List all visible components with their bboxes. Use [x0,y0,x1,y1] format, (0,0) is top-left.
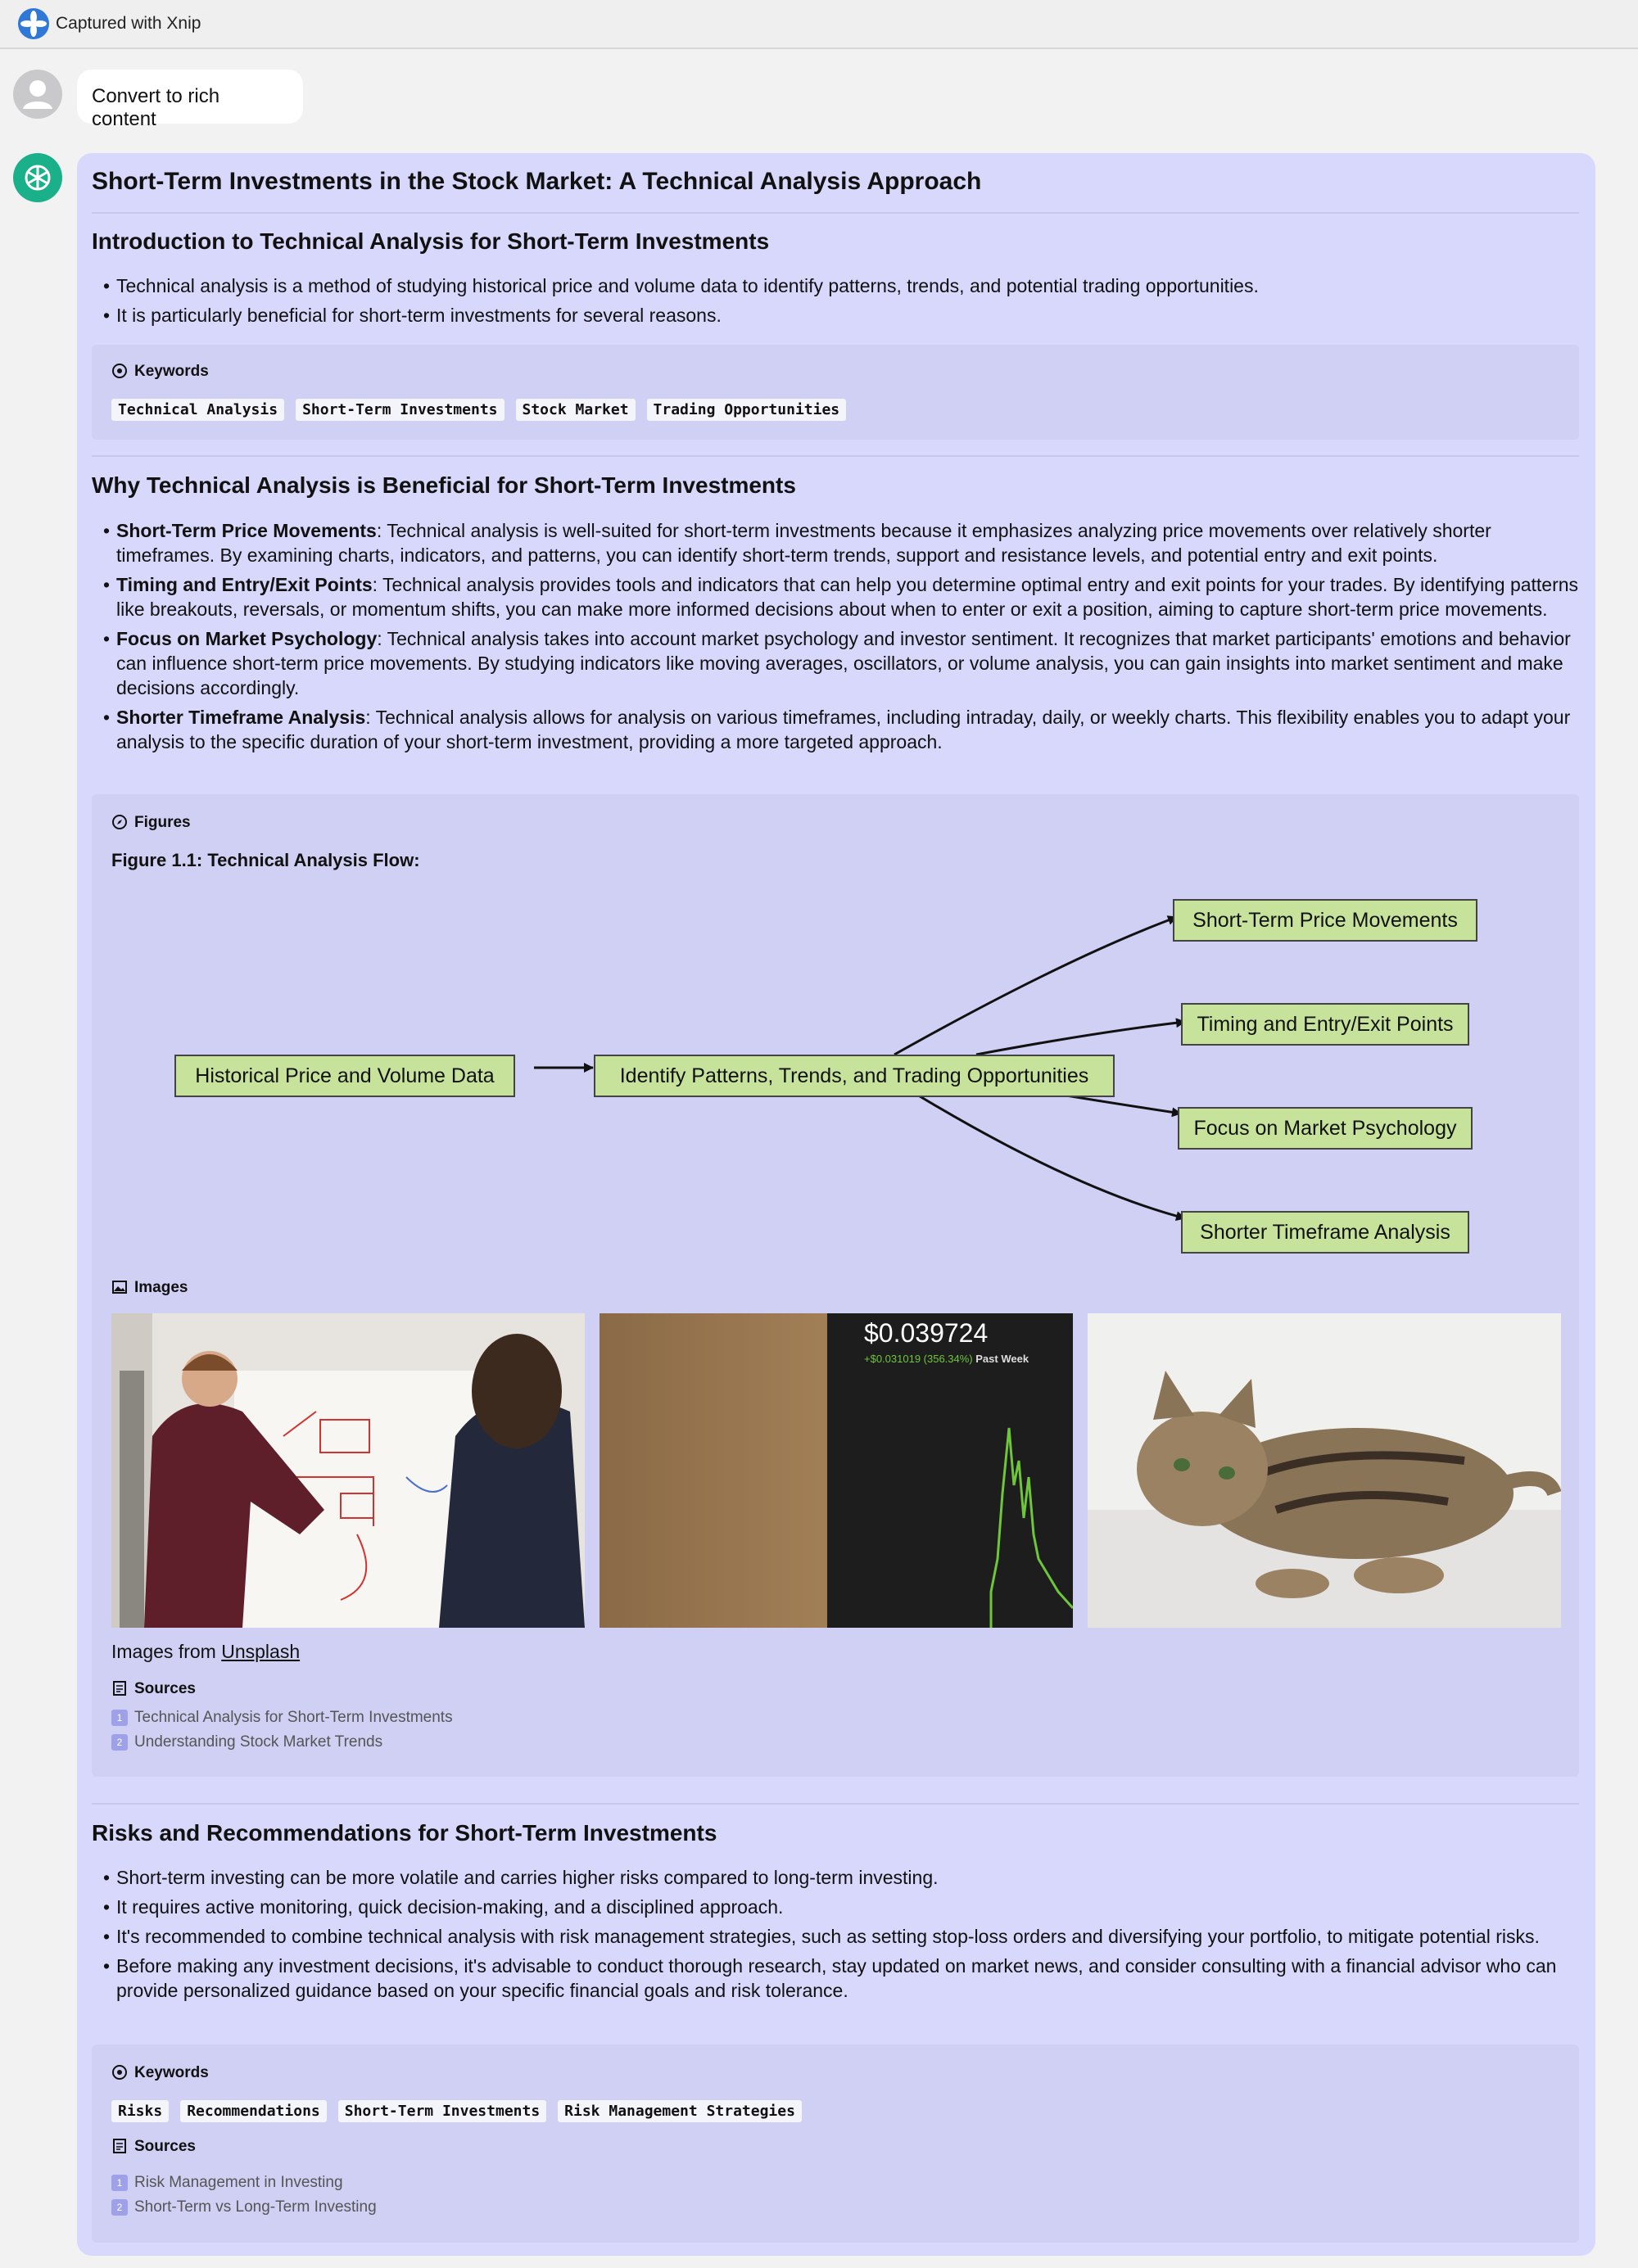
keyword-tag: Stock Market [516,399,636,421]
list-item: • It requires active monitoring, quick decision-making, and a disciplined approach. [77,1895,1584,1919]
source-item[interactable]: 1 Technical Analysis for Short-Term Investments [111,1706,453,1730]
xnip-logo-icon [18,8,49,39]
keyword-tag: Recommendations [180,2100,327,2122]
edge-middle-out1 [894,917,1177,1055]
edge-middle-out4 [894,1081,1185,1218]
keywords-sources-panel [92,2044,1579,2243]
keyword-tag: Risk Management Strategies [558,2100,802,2122]
list-item: • Focus on Market Psychology: Technical analysis takes into account market psychology and investor sentiment. It recognizes that market participants' emotions and behavior can influence short-term price movements. By studying indicators like moving averages, oscillators, or volume analysis, you can gain insights into market sentiment and make decisions accordingly. [77,626,1584,700]
figures-panel [92,794,1579,1777]
keyword-tag: Short-Term Investments [296,399,504,421]
sparkle-icon [111,2064,128,2081]
keyword-tag: Technical Analysis [111,399,284,421]
keywords-panel [92,345,1579,440]
image-icon [111,1279,128,1295]
doc-title: Short-Term Investments in the Stock Market: A Technical Analysis Approach [92,168,982,195]
sources-label: Sources [111,1680,196,1698]
divider [92,1803,1579,1805]
node-shorter-timeframe: Shorter Timeframe Analysis [1181,1211,1469,1254]
unsplash-link[interactable]: Unsplash [221,1641,301,1662]
assistant-response-card [77,153,1595,2256]
node-historical-data: Historical Price and Volume Data [174,1055,515,1097]
divider [92,212,1579,214]
section-heading-risks: Risks and Recommendations for Short-Term Investments [92,1820,717,1846]
sources-list [111,1706,453,1755]
sparkle-icon [111,363,128,379]
images-label: Images [111,1279,188,1297]
crypto-chart-photo[interactable] [600,1313,1073,1628]
edge-middle-out2 [976,1022,1185,1055]
list-item: • Technical analysis is a method of studying historical price and volume data to identify patterns, trends, and potential trading opportunities. [77,273,1584,298]
list-item: • It's recommended to combine technical analysis with risk management strategies, such as setting stop-loss orders and diversifying your portfolio, to mitigate potential risks. [77,1924,1584,1949]
divider [92,455,1579,457]
list-item: • It is particularly beneficial for short-term investments for several reasons. [77,303,1584,328]
whiteboard-photo[interactable] [111,1313,585,1628]
cat-photo[interactable] [1088,1313,1561,1628]
source-item[interactable]: 1 Risk Management in Investing [111,2171,377,2195]
crypto-change: +$0.031019 (356.34%) Past Week [864,1353,1029,1365]
sources-label: Sources [111,2138,196,2156]
sources-list [111,2171,377,2220]
node-short-term-price: Short-Term Price Movements [1173,899,1477,942]
section-heading-why: Why Technical Analysis is Beneficial for Short-Term Investments [92,472,796,498]
document-icon [111,2138,128,2154]
user-message: Convert to rich content [77,70,303,124]
section-heading-intro: Introduction to Technical Analysis for Short-Term Investments [92,228,770,254]
why-bullet-list [77,518,1584,759]
keyword-tag: Risks [111,2100,169,2122]
capture-bar [0,0,1638,49]
list-item: • Short-Term Price Movements: Technical analysis is well-suited for short-term investments because it emphasizes analyzing price movements over relatively shorter timeframes. By examining charts, indicators, and patterns, you can identify short-term trends, support and resistance levels, and potential entry and exit points. [77,518,1584,567]
keyword-tag: Trading Opportunities [647,399,847,421]
intro-bullet-list [77,273,1584,332]
keyword-tags [111,399,846,421]
list-item: • Shorter Timeframe Analysis: Technical analysis allows for analysis on various timeframes, including intraday, daily, or weekly charts. This flexibility enables you to adapt your analysis to the specific duration of your short-term investment, providing a more targeted approach. [77,705,1584,754]
figures-label: Figures [111,814,191,832]
source-item[interactable]: 2 Understanding Stock Market Trends [111,1730,453,1755]
node-identify-patterns: Identify Patterns, Trends, and Trading Opportunities [594,1055,1115,1097]
document-icon [111,1680,128,1696]
figure-title: Figure 1.1: Technical Analysis Flow: [111,850,420,870]
list-item: • Short-term investing can be more volatile and carries higher risks compared to long-term investing. [77,1865,1584,1890]
chatgpt-logo-icon [13,153,62,202]
capture-label: Captured with Xnip [56,14,201,33]
keyword-tag: Short-Term Investments [338,2100,546,2122]
keyword-tags [111,2100,802,2122]
user-avatar [13,70,62,119]
crypto-price: $0.039724 [864,1318,989,1348]
keywords-label: Keywords [111,2064,209,2082]
source-item[interactable]: 2 Short-Term vs Long-Term Investing [111,2195,377,2220]
images-credit: Images from Unsplash [111,1641,301,1662]
keywords-label: Keywords [111,363,209,381]
node-timing-entry-exit: Timing and Entry/Exit Points [1181,1003,1469,1046]
risks-bullet-list [77,1865,1584,2008]
list-item: • Timing and Entry/Exit Points: Technical analysis provides tools and indicators that can help you determine optimal entry and exit points for your trades. By identifying patterns like breakouts, reversals, or momentum shifts, you can make more informed decisions about when to enter or exit a position, aiming to capture short-term price movements. [77,572,1584,621]
node-market-psychology: Focus on Market Psychology [1178,1107,1473,1150]
list-item: • Before making any investment decisions, it's advisable to conduct thorough research, stay updated on market news, and consider consulting with a financial advisor who can provide personalized guidance based on your specific financial goals and risk tolerance. [77,1954,1584,2003]
